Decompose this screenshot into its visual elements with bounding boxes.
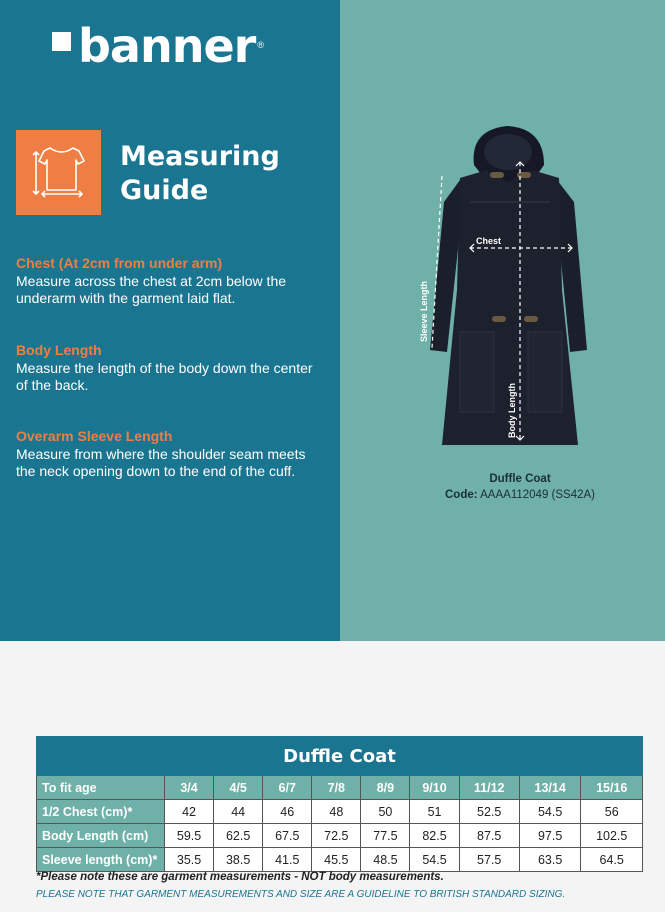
age-cell: 9/10: [410, 776, 459, 800]
table-cell: 57.5: [459, 848, 519, 872]
table-cell: 63.5: [519, 848, 581, 872]
size-table: [36, 736, 643, 872]
table-cell: 44: [214, 800, 263, 824]
sleeve-measure-label: Sleeve Length: [419, 280, 429, 342]
table-cell: 54.5: [519, 800, 581, 824]
table-cell: 51: [410, 800, 459, 824]
table-cell: 56: [581, 800, 643, 824]
age-cell: 13/14: [519, 776, 581, 800]
table-cell: 35.5: [165, 848, 214, 872]
table-cell: 72.5: [312, 824, 361, 848]
row-header: Sleeve length (cm)*: [37, 848, 165, 872]
logo-square-mark: [52, 32, 71, 51]
logo-text: banner: [78, 19, 256, 73]
table-cell: 87.5: [459, 824, 519, 848]
title-line-2: Guide: [120, 175, 209, 206]
body-measure-label: Body Length: [507, 383, 517, 438]
table-cell: 48: [312, 800, 361, 824]
age-cell: 7/8: [312, 776, 361, 800]
age-cell: 15/16: [581, 776, 643, 800]
table-cell: 50: [361, 800, 410, 824]
age-cell: 8/9: [361, 776, 410, 800]
instruction-body-length: [16, 342, 316, 395]
instruction-heading: Chest (At 2cm from under arm): [16, 255, 223, 271]
table-row: [37, 824, 643, 848]
instruction-heading: Overarm Sleeve Length: [16, 428, 173, 444]
table-cell: 46: [263, 800, 312, 824]
product-code-label: Code:: [444, 489, 478, 501]
size-table-title-row: [37, 737, 643, 776]
table-cell: 42: [165, 800, 214, 824]
product-name: Duffle Coat: [489, 473, 551, 485]
page-title: [120, 140, 280, 208]
registered-mark: ®: [257, 40, 264, 50]
instruction-sleeve-length: [16, 428, 316, 481]
table-cell: 67.5: [263, 824, 312, 848]
table-cell: 77.5: [361, 824, 410, 848]
row-header: 1/2 Chest (cm)*: [37, 800, 165, 824]
row-header: Body Length (cm): [37, 824, 165, 848]
chest-measure-label: Chest: [476, 236, 502, 246]
age-cell: 4/5: [214, 776, 263, 800]
banner-logo: [52, 19, 264, 73]
instruction-body: Measure across the chest at 2cm below the underarm with the garment laid flat.: [16, 272, 287, 306]
instruction-body: Measure the length of the body down the center of the back.: [16, 359, 313, 393]
instruction-body: Measure from where the shoulder seam meets the neck opening down to the end of the cuff.: [16, 445, 306, 479]
table-cell: 41.5: [263, 848, 312, 872]
table-cell: 59.5: [165, 824, 214, 848]
table-cell: 82.5: [410, 824, 459, 848]
instruction-chest: [16, 255, 316, 308]
table-cell: 102.5: [581, 824, 643, 848]
age-row-header: To fit age: [37, 776, 165, 800]
duffle-coat-image: [412, 120, 597, 465]
age-cell: 3/4: [165, 776, 214, 800]
table-cell: 45.5: [312, 848, 361, 872]
table-cell: 64.5: [581, 848, 643, 872]
left-panel: [0, 0, 340, 641]
age-cell: 6/7: [263, 776, 312, 800]
size-table-title: Duffle Coat: [37, 737, 643, 776]
table-cell: 62.5: [214, 824, 263, 848]
title-line-1: Measuring: [120, 141, 280, 172]
age-cell: 11/12: [459, 776, 519, 800]
table-cell: 38.5: [214, 848, 263, 872]
table-row: [37, 800, 643, 824]
instruction-heading: Body Length: [16, 342, 102, 358]
garment-note: *Please note these are garment measurements - NOT body measurements.: [36, 871, 444, 883]
product-code: [400, 489, 640, 501]
table-cell: 48.5: [361, 848, 410, 872]
sizing-note: PLEASE NOTE THAT GARMENT MEASUREMENTS AND SIZE ARE A GUIDELINE TO BRITISH STANDARD SIZING.: [36, 889, 566, 900]
table-cell: 52.5: [459, 800, 519, 824]
table-cell: 97.5: [519, 824, 581, 848]
table-cell: 54.5: [410, 848, 459, 872]
table-row: [37, 848, 643, 872]
size-table-age-row: [37, 776, 643, 800]
t-shirt-measure-icon: [16, 130, 101, 215]
product-code-value: AAAA112049 (SS42A): [480, 489, 596, 501]
